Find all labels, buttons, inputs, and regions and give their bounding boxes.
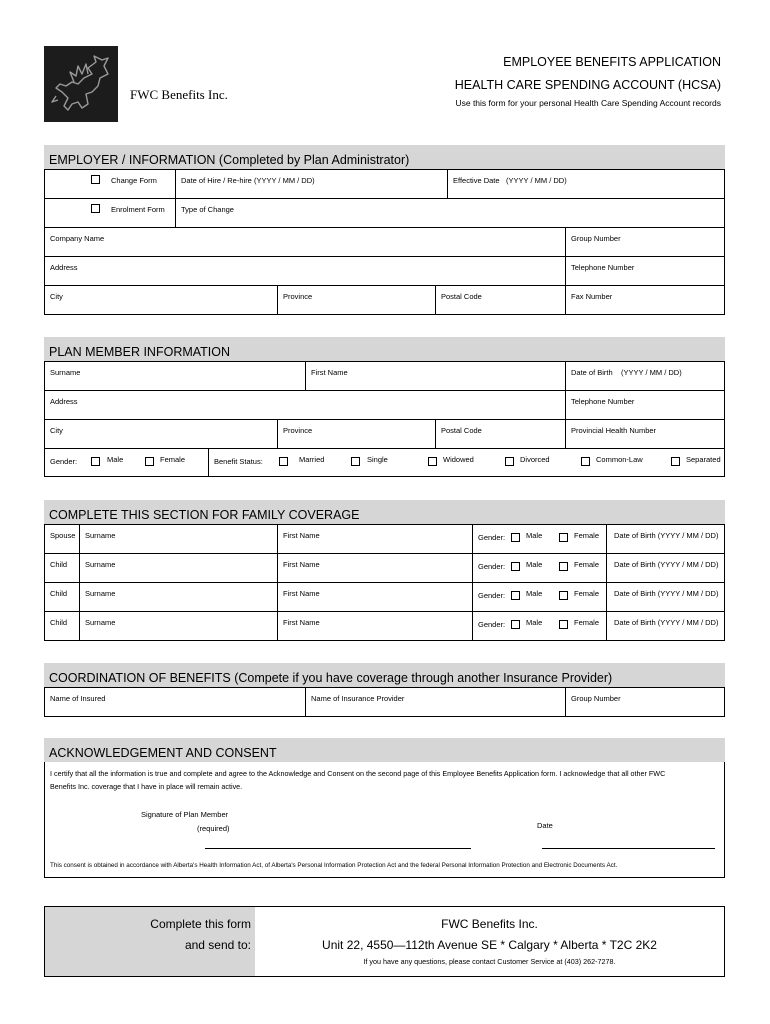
footer-company: FWC Benefits Inc. (441, 917, 538, 931)
family-section-heading: COMPLETE THIS SECTION FOR FAMILY COVERAGE (44, 500, 725, 524)
family-surname-field[interactable]: Surname (79, 554, 277, 582)
family-female-checkbox[interactable] (559, 533, 568, 542)
family-relation: Child (50, 560, 68, 569)
signature-required: (required) (197, 824, 230, 833)
member-surname-field[interactable]: Surname (50, 368, 81, 377)
footer-address: Unit 22, 4550—112th Avenue SE * Calgary * Alberta * T2C 2K2 (322, 938, 657, 952)
griffin-icon (48, 52, 114, 116)
family-dob-field[interactable]: Date of Birth (YYYY / MM / DD) (606, 525, 724, 553)
status-common-law-checkbox[interactable] (581, 457, 590, 466)
consent-text-line2: Benefits Inc. coverage that I have in place will remain active. (50, 782, 243, 791)
footer-contact: If you have any questions, please contact Customer Service at (403) 262-7278. (363, 957, 616, 966)
family-male-checkbox[interactable] (511, 620, 520, 629)
consent-legal-note: This consent is obtained in accordance with Alberta's Health Information Act, of Alberta's Personal Information Protection Act and the federal Personal Information Protection and Electronic Documents Act. (50, 862, 618, 869)
footer-label-panel: Complete this form and send to: (45, 907, 255, 976)
family-relation: Child (50, 618, 68, 627)
enrolment-form-cell: Enrolment Form (45, 199, 175, 227)
family-surname-field[interactable]: Surname (79, 612, 277, 640)
family-first-name-field[interactable]: First Name (277, 525, 472, 553)
family-member-row (45, 553, 724, 582)
family-gender-cell: Gender: Male Female (472, 525, 606, 553)
employer-postal-code-field[interactable]: Postal Code (435, 286, 565, 314)
family-gender-cell: Gender: Male Female (472, 583, 606, 611)
employer-city-field[interactable]: City (50, 292, 63, 301)
status-divorced-checkbox[interactable] (505, 457, 514, 466)
family-first-name-field[interactable]: First Name (277, 554, 472, 582)
family-gender-cell: Gender: Male Female (472, 612, 606, 640)
family-dob-field[interactable]: Date of Birth (YYYY / MM / DD) (606, 583, 724, 611)
date-line[interactable] (542, 848, 715, 849)
status-single-checkbox[interactable] (351, 457, 360, 466)
acknowledgement-section-heading: ACKNOWLEDGEMENT AND CONSENT (44, 738, 725, 762)
gender-female-checkbox[interactable] (145, 457, 154, 466)
family-table (44, 524, 725, 641)
date-label: Date (537, 821, 553, 830)
company-name-field[interactable]: Company Name (50, 234, 105, 243)
member-address-field[interactable]: Address (50, 397, 78, 406)
family-surname-field[interactable]: Surname (79, 583, 277, 611)
family-male-checkbox[interactable] (511, 591, 520, 600)
family-member-row (45, 611, 724, 640)
group-number-field[interactable]: Group Number (565, 228, 724, 256)
submission-footer (44, 906, 725, 977)
family-relation: Child (50, 589, 68, 598)
employer-telephone-field[interactable]: Telephone Number (565, 257, 724, 285)
consent-text-line1: I certify that all the information is true and complete and agree to the Acknowledge and Consent on the second page of this Employee Benefits Application form. I acknowledge that all other FWC (50, 769, 666, 778)
name-of-insured-field[interactable]: Name of Insured (50, 694, 106, 703)
company-name: FWC Benefits Inc. (130, 87, 228, 102)
employer-table (44, 169, 725, 315)
form-title: EMPLOYEE BENEFITS APPLICATION (503, 55, 721, 69)
member-dob-field[interactable]: Date of Birth (YYYY / MM / DD) (565, 362, 724, 390)
member-province-field[interactable]: Province (277, 420, 435, 448)
family-member-row (45, 582, 724, 611)
gender-male-checkbox[interactable] (91, 457, 100, 466)
change-form-checkbox[interactable] (91, 175, 100, 184)
member-telephone-field[interactable]: Telephone Number (565, 391, 724, 419)
status-married-checkbox[interactable] (279, 457, 288, 466)
employer-province-field[interactable]: Province (277, 286, 435, 314)
coordination-section-heading: COORDINATION OF BENEFITS (Compete if you have coverage through another Insurance Provider) (44, 663, 725, 687)
member-first-name-field[interactable]: First Name (305, 362, 565, 390)
family-female-checkbox[interactable] (559, 620, 568, 629)
member-postal-code-field[interactable]: Postal Code (435, 420, 565, 448)
member-city-field[interactable]: City (50, 426, 63, 435)
type-of-change-field[interactable]: Type of Change (175, 199, 724, 227)
signature-line[interactable] (205, 848, 471, 849)
status-widowed-checkbox[interactable] (428, 457, 437, 466)
insurance-provider-field[interactable]: Name of Insurance Provider (305, 688, 565, 716)
status-separated-checkbox[interactable] (671, 457, 680, 466)
coordination-group-number-field[interactable]: Group Number (565, 688, 724, 716)
form-subtitle-hcsa: HEALTH CARE SPENDING ACCOUNT (HCSA) (454, 78, 721, 92)
effective-date-field[interactable]: Effective Date (YYYY / MM / DD) (447, 170, 724, 198)
enrolment-form-checkbox[interactable] (91, 204, 100, 213)
family-female-checkbox[interactable] (559, 591, 568, 600)
plan-member-section-heading: PLAN MEMBER INFORMATION (44, 337, 725, 361)
family-male-checkbox[interactable] (511, 562, 520, 571)
family-dob-field[interactable]: Date of Birth (YYYY / MM / DD) (606, 612, 724, 640)
family-surname-field[interactable]: Surname (79, 525, 277, 553)
family-male-checkbox[interactable] (511, 533, 520, 542)
company-logo (44, 46, 118, 122)
family-member-row (45, 524, 724, 553)
provincial-health-number-field[interactable]: Provincial Health Number (565, 420, 724, 448)
acknowledgement-box (44, 762, 725, 878)
family-gender-cell: Gender: Male Female (472, 554, 606, 582)
family-dob-field[interactable]: Date of Birth (YYYY / MM / DD) (606, 554, 724, 582)
date-of-hire-field[interactable]: Date of Hire / Re-hire (YYYY / MM / DD) (175, 170, 447, 198)
member-gender-cell: Gender: Male Female (50, 455, 186, 466)
employer-section-heading: EMPLOYER / INFORMATION (Completed by Plan Administrator) (44, 145, 725, 169)
change-form-cell: Change Form (45, 170, 175, 198)
family-relation: Spouse (50, 531, 76, 540)
family-female-checkbox[interactable] (559, 562, 568, 571)
fax-number-field[interactable]: Fax Number (565, 286, 724, 314)
signature-label: Signature of Plan Member (141, 810, 229, 819)
form-instructions: Use this form for your personal Health Care Spending Account records (455, 98, 721, 108)
plan-member-table (44, 361, 725, 477)
benefit-status-cell: Benefit Status: Married Single Widowed Divorced Common-Law Separated (208, 449, 724, 476)
family-first-name-field[interactable]: First Name (277, 583, 472, 611)
employer-address-field[interactable]: Address (50, 263, 78, 272)
family-first-name-field[interactable]: First Name (277, 612, 472, 640)
coordination-table (44, 687, 725, 717)
